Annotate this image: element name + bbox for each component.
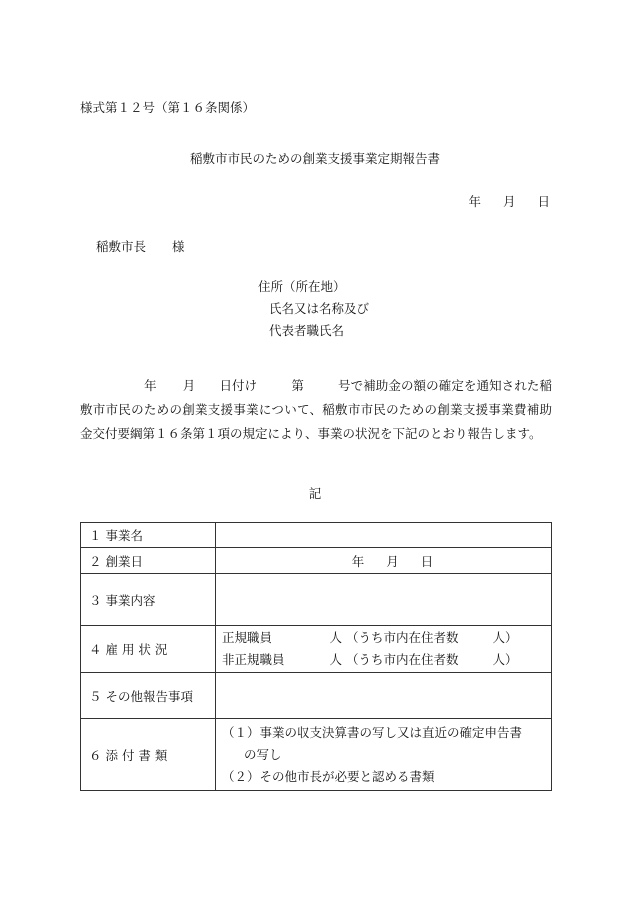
founding-date-label: ２ 創業日 [81, 548, 216, 574]
business-name-value[interactable] [216, 523, 552, 548]
attachments-label: ６ 添 付 書 類 [81, 719, 216, 791]
body-month: 月 [182, 378, 196, 393]
attachment-item-1-cont: の写し [244, 746, 282, 762]
body-year: 年 [144, 378, 157, 393]
date-day: 日 [537, 194, 550, 209]
body-paragraph [80, 374, 552, 446]
date-year: 年 [468, 194, 481, 209]
body-rest: 号で補助金の額の確定を通知された稲敷市市民のための創業支援事業について、稲敷市市民のための創業支援事業費補助金交付要綱第１６条第１項の規定により、事業の状況を下記のとおり報告します。 [80, 378, 552, 441]
regular-close: 人） [492, 630, 518, 645]
business-content-value[interactable] [216, 574, 552, 626]
addressee-name: 稲敷市長 [96, 239, 147, 254]
regular-category: 正規職員 [222, 630, 273, 645]
table-row [81, 626, 552, 673]
table-row [81, 574, 552, 626]
business-name-label: １ 事業名 [81, 523, 216, 548]
document-title: 稲敷市市民のための創業支援事業定期報告書 [189, 151, 440, 166]
body-dai: 第 [291, 378, 304, 393]
nonregular-employee-line [222, 649, 545, 671]
nonregular-unit: 人 [329, 652, 342, 667]
other-matters-label: ５ その他報告事項 [81, 673, 216, 719]
regular-employee-line [222, 627, 545, 649]
table-row [81, 523, 552, 548]
employment-status-value[interactable] [216, 626, 552, 673]
regular-within: （うち市内在住者数 [346, 630, 459, 645]
ki-heading: 記 [308, 486, 322, 501]
sender-rep-label: 代表者職氏名 [269, 323, 345, 338]
attachment-item-2: （２）その他市長が必要と認める書類 [222, 768, 435, 784]
sender-address-label: 住所（所在地） [258, 279, 346, 294]
nonregular-close: 人） [492, 652, 518, 667]
sender-name-label: 氏名又は名称及び [269, 301, 370, 316]
date-month: 月 [502, 194, 516, 209]
nonregular-category: 非正規職員 [222, 652, 285, 667]
regular-unit: 人 [329, 630, 342, 645]
attachments-value [216, 719, 552, 791]
table-row [81, 673, 552, 719]
report-table [80, 522, 552, 791]
body-day-suffix: 日付け [219, 378, 258, 393]
addressee-honorific: 様 [172, 239, 185, 254]
business-content-label: ３ 事業内容 [81, 574, 216, 626]
founding-year: 年 [351, 553, 365, 569]
founding-month: 月 [386, 553, 399, 569]
other-matters-value[interactable] [216, 673, 552, 719]
founding-day: 日 [420, 553, 434, 569]
attachment-item-1: （１）事業の収支決算書の写し又は直近の確定申告書 [222, 724, 523, 740]
form-number: 様式第１２号（第１６条関係） [80, 100, 256, 115]
founding-date-value[interactable] [216, 548, 552, 574]
employment-status-label: ４ 雇 用 状 況 [81, 626, 216, 673]
nonregular-within: （うち市内在住者数 [346, 652, 459, 667]
table-row [81, 548, 552, 574]
table-row [81, 719, 552, 791]
date-line [450, 192, 550, 210]
sender-block [258, 276, 369, 342]
addressee [96, 237, 185, 255]
